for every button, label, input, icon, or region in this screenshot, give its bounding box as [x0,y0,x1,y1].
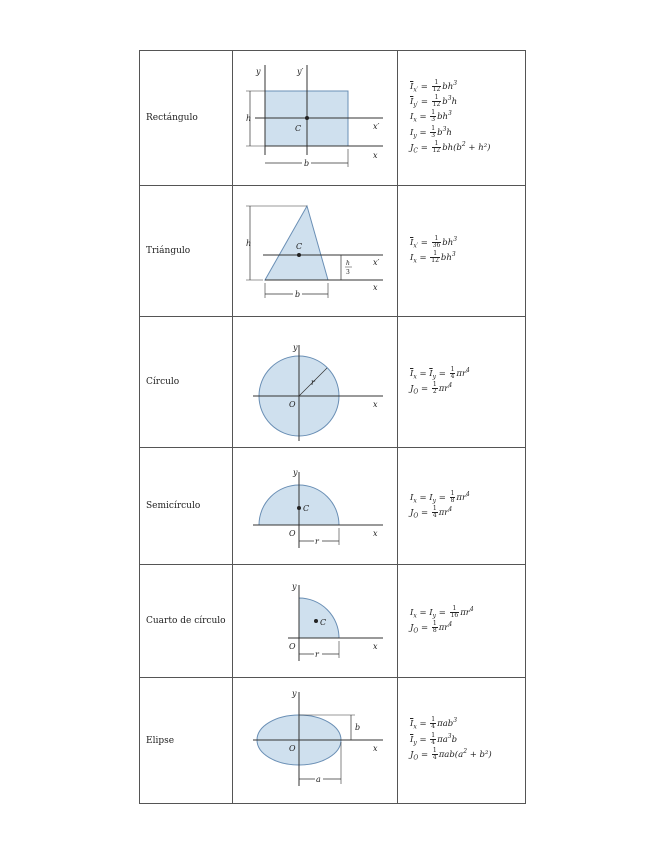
formula-subscript: x [413,373,417,381]
formula-body: πr [438,384,449,394]
formula-line: $I_x$ = $\frac{1}{3}$ $bh^3$ [410,109,452,124]
formula-equals: = [416,607,430,618]
formula-subscript: x [413,117,417,124]
formula-exponent: 3 [453,717,458,725]
formula-symbol: J [410,623,414,633]
formula-fraction: $\frac{1}{4}$ [431,731,436,746]
x-axis-label: x [373,400,378,409]
formula-body: πr [456,492,467,503]
formula-cell [398,448,526,565]
table-row [140,51,526,186]
b-label: b [355,723,361,732]
formula-line: $J_O$ = $\frac{1}{8}$ $\pi r^4$ [410,620,453,635]
origin-label: O [289,400,296,409]
formula-fraction: $\frac{1}{36}$ [432,234,441,249]
centroid-label: C [295,124,302,133]
formula-body: πab [437,719,454,730]
formula-line: $\overline{I}_x = \overline{I}_y$ = $\frac{1}{4}$ $\pi r^4$ [410,365,470,381]
y-prime-label: y′ [297,67,304,76]
formula-cell [398,186,526,317]
formula-line: $\overline{I}_y$ = $\frac{1}{4}$ $\pi a^3b$ [410,731,458,747]
r-label: r [315,537,319,546]
formula-symbol: I [410,253,414,263]
formula-cell [398,51,526,186]
formula-equals: = [416,492,430,503]
formula-line: $I_y$ = $\frac{1}{3}$ $b^3h$ [410,124,452,140]
formula-symbol: I [410,607,414,618]
centroid-label: C [303,504,310,513]
formula-body: b [442,96,448,107]
semicircle-diagram [233,448,397,564]
shape-name: Semicírculo [140,448,233,565]
centroid-dot [297,253,301,257]
formula-equals: = [416,368,430,379]
formula-symbol: $\overline{I}$ [410,81,414,92]
b-label: b [304,159,310,168]
formula-subscript: O [413,627,419,635]
formula-symbol: I [410,112,414,123]
x-prime-label: x′ [373,122,380,131]
shape-figure-circle [233,317,398,448]
formula-subscript: y [432,612,437,620]
formula-body: πr [438,508,449,518]
shape-name: Rectángulo [140,51,233,186]
formula-symbol: J [410,384,414,394]
formula-line: $I_x = I_y$ = $\frac{1}{8}$ $\pi r^4$ [410,489,470,505]
shape-name: Elipse [140,678,233,804]
formula-subscript: y [413,132,417,140]
shape-figure-ellipse [233,678,398,804]
h-label: h [246,114,252,123]
table-row [140,317,526,448]
formula-subscript: x [413,497,417,505]
formula-exponent: 3 [442,125,447,133]
formula-line: $I_x = I_y$ = $\frac{1}{16}$ $\pi r^4$ [410,604,474,620]
formula-symbol: $\overline{I}$ [410,719,414,730]
formula-fraction: $\frac{1}{12}$ [432,78,441,93]
origin-label: O [289,529,296,538]
ellipse-diagram [233,678,397,803]
centroid-label: C [320,618,327,627]
formula-fraction: $\frac{1}{3}$ [431,124,436,139]
formula-fraction: $\frac{1}{16}$ [450,604,459,619]
x-axis-label: x [373,529,378,538]
formula-symbol: $\overline{I}$ [410,237,414,248]
formula-fraction: $\frac{1}{8}$ [432,620,437,634]
table-row [140,448,526,565]
centroid-dot [305,116,309,120]
r-label: r [311,378,315,387]
formula-subscript: x′ [413,86,419,94]
formula-line: $J_O$ = $\frac{1}{2}$ $\pi r^4$ [410,381,453,396]
shape-name: Triángulo [140,186,233,317]
formula-line: $J_O$ = $\frac{1}{4}$ $\pi r^4$ [410,505,453,520]
formula-subscript: x [413,612,417,620]
formula-fraction: $\frac{1}{12}$ [432,93,441,108]
formula-subscript: y [432,373,437,381]
x-prime-label: x′ [373,258,380,267]
formula-symbol: J [410,143,414,154]
formula-exponent: 4 [448,382,453,390]
formula-body: bh(b [442,143,462,154]
formula-body: πa [437,734,448,745]
area-moments-table [139,50,526,804]
quarter-circle-shape [299,598,339,638]
formula-exponent: 4 [466,490,470,498]
x-axis-label: x [373,151,378,160]
formula-subscript: y [413,739,417,747]
formula-symbol: I [410,127,414,138]
formula-tail: b [451,734,458,745]
formula-subscript: O [413,754,419,762]
formula-subscript: O [413,512,419,520]
formula-exponent: 3 [453,79,458,87]
formula-line: $\overline{I}_x$ = $\frac{1}{4}$ πab$^3$ [410,716,458,732]
formula-exponent: 4 [469,605,474,613]
formula-body: πr [456,368,467,379]
formula-fraction: $\frac{1}{8}$ [450,489,455,504]
x-axis-label: x [373,744,378,753]
formula-exponent: 4 [448,506,453,514]
circle-diagram [233,317,397,447]
formula-symbol: J [410,750,414,761]
formula-line: $\overline{I}_{x'}$ = $\frac{1}{12}$ $bh^3$ [410,78,458,94]
formula-symbol: $\overline{I}$ [429,368,433,379]
formula-fraction: $\frac{1}{4}$ [432,505,437,519]
quarter-circle-diagram [233,565,397,677]
h-label: h [246,239,252,248]
formula-fraction: $\frac{1}{12}$ [431,250,439,264]
shape-figure-quarter-circle [233,565,398,678]
shape-figure-rectangle [233,51,398,186]
y-axis-label: y [292,689,297,698]
properties-table-sheet [139,50,507,797]
formula-symbol: I [429,492,433,503]
three-label: 3 [346,269,350,276]
formula-cell [398,317,526,448]
formula-tail: h [446,127,452,138]
centroid-dot [297,506,301,510]
formula-exponent: 3 [453,235,458,243]
formula-fraction: $\frac{1}{4}$ [432,747,437,762]
formula-body: bh [442,237,454,248]
formula-body: bh [442,81,454,92]
formula-subscript: y′ [413,101,419,109]
formula-symbol: J [410,508,414,518]
formula-exponent: 2 [461,141,466,149]
y-axis-label: y [293,468,298,477]
formula-exponent: 3 [451,251,456,259]
formula-symbol: I [410,492,414,503]
y-axis-label: y [292,582,297,591]
formula-subscript: x [413,724,417,732]
formula-fraction: $\frac{1}{12}$ [432,140,441,155]
a-label: a [316,775,321,784]
formula-line: $\overline{I}_{y'}$ = $\frac{1}{12}$ $b^3h$ [410,93,458,109]
shape-figure-semicircle [233,448,398,565]
formula-cell [398,678,526,804]
shape-name: Cuarto de círculo [140,565,233,678]
formula-cell [398,565,526,678]
formula-line: $\overline{I}_{x'}$ = $\frac{1}{36}$ $bh^3$ [410,234,458,250]
formula-fraction: $\frac{1}{2}$ [432,381,437,395]
table-row [140,678,526,804]
formula-exponent: 2 [463,748,468,756]
shape-name: Círculo [140,317,233,448]
h-over-label: h [346,260,350,267]
table-row [140,565,526,678]
formula-exponent: 4 [466,366,470,374]
formula-body: πab(a [438,750,464,761]
formula-line: $I_x$ = $\frac{1}{12}$ $bh^3$ [410,250,456,265]
formula-fraction: $\frac{1}{4}$ [431,716,436,731]
x-axis-label: x [373,283,378,292]
formula-body: πr [438,623,449,633]
y-axis-label: y [256,67,261,76]
formula-body: bh [440,253,452,263]
formula-subscript: y [432,497,437,505]
formula-line: $J_O$ = $\frac{1}{4}$ $\pi ab(a^2 + b^2)$ [410,747,492,762]
formula-exponent: 3 [447,732,452,740]
shape-figure-triangle [233,186,398,317]
origin-label: O [289,642,296,651]
formula-subscript: C [413,147,419,155]
formula-fraction: $\frac{1}{3}$ [431,109,436,124]
rectangle-diagram [233,51,397,185]
formula-tail: h [451,96,458,107]
formula-symbol: $\overline{I}$ [410,734,414,745]
triangle-diagram [233,186,397,316]
formula-body: bh [437,112,449,123]
formula-body: b [437,127,443,138]
y-axis-label: y [293,343,298,352]
b-label: b [295,290,301,299]
formula-symbol: $\overline{I}$ [410,96,414,107]
centroid-label: C [296,242,303,251]
formula-exponent: 3 [448,110,452,118]
formula-body: πr [460,607,470,618]
formula-line: $J_C$ = $\frac{1}{12}$ $bh(b^2 + h^2)$ [410,140,491,155]
centroid-dot [314,619,318,623]
formula-exponent: 4 [448,621,453,629]
formula-subscript: O [413,388,419,396]
formula-symbol: $\overline{I}$ [410,368,414,379]
table-row [140,186,526,317]
formula-exponent: 3 [447,95,452,103]
formula-tail: + h²) [465,143,491,154]
formula-tail: + b²) [467,750,492,761]
origin-label: O [289,744,296,753]
x-axis-label: x [373,642,378,651]
formula-subscript: x [413,257,417,265]
formula-symbol: I [429,607,433,618]
formula-subscript: x′ [413,242,419,250]
r-label: r [315,650,319,659]
formula-fraction: $\frac{1}{4}$ [450,365,455,380]
